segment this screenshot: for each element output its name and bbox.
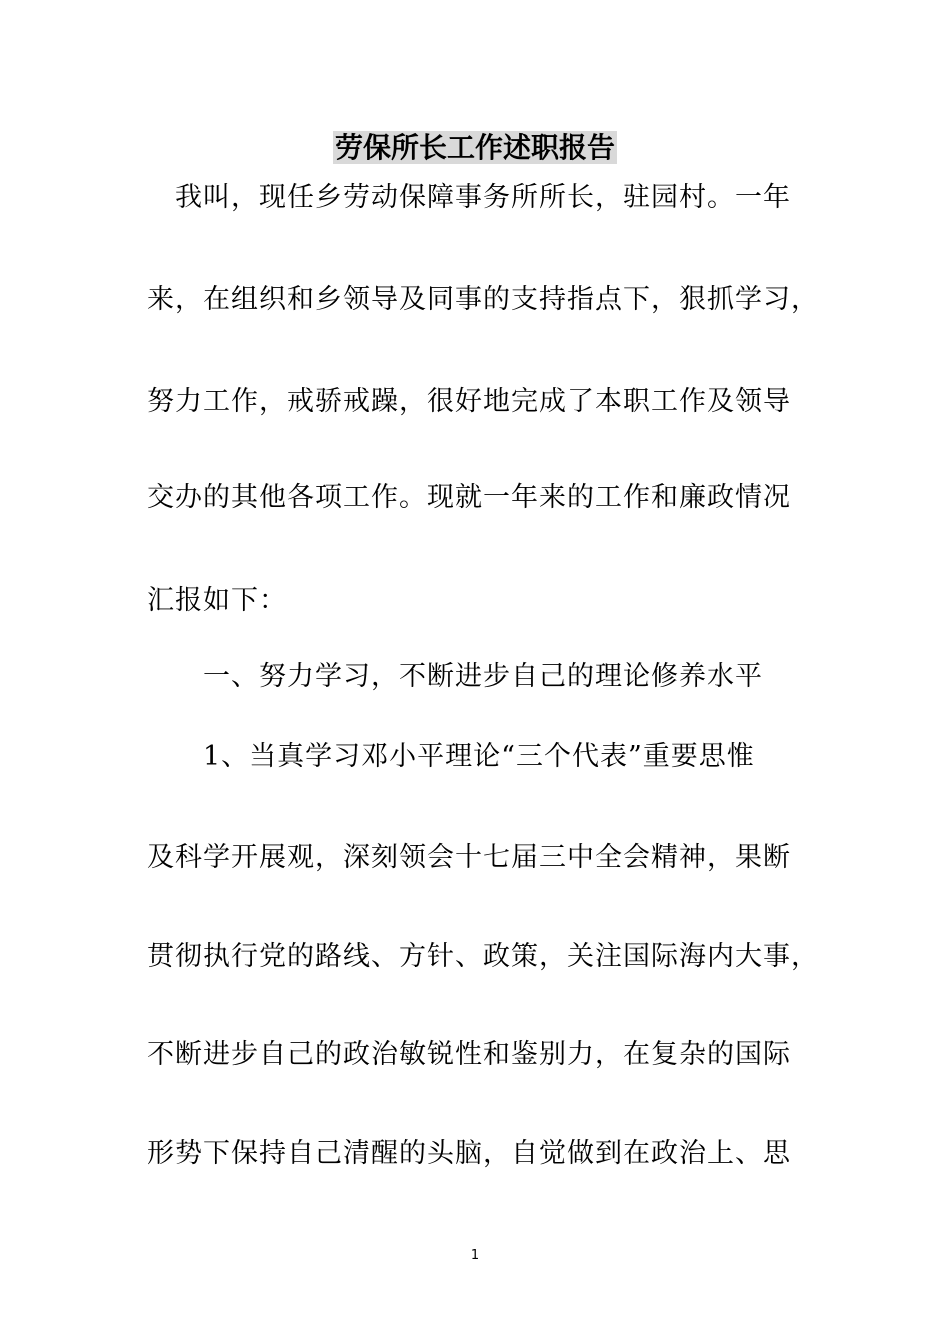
document-title [0,128,950,168]
paragraph-line-4: 交办的其他各项工作。现就一年来的工作和廉政情况 [147,482,791,513]
paragraph-line-2: 来，在组织和乡领导及同事的支持指点下，狠抓学习， [147,284,819,315]
paragraph-line-9: 不断进步自己的政治敏锐性和鉴别力，在复杂的国际 [147,1039,791,1070]
section-heading-1: 一、努力学习，不断进步自己的理论修养水平 [203,661,763,692]
paragraph-line-3: 努力工作，戒骄戒躁，很好地完成了本职工作及领导 [147,386,791,417]
document-title-text: 劳保所长工作述职报告 [334,131,615,164]
page-number: 1 [470,1248,480,1263]
paragraph-line-10: 形势下保持自己清醒的头脑，自觉做到在政治上、思 [147,1138,791,1169]
paragraph-line-5: 汇报如下： [147,585,287,616]
paragraph-line-7: 及科学开展观，深刻领会十七届三中全会精神，果断 [147,842,791,873]
paragraph-line-1: 我叫，现任乡劳动保障事务所所长，驻园村。一年 [175,182,791,213]
paragraph-line-6: 1、当真学习邓小平理论“三个代表”重要思惟 [203,741,755,772]
paragraph-line-8: 贯彻执行党的路线、方针、政策，关注国际海内大事， [147,941,819,972]
